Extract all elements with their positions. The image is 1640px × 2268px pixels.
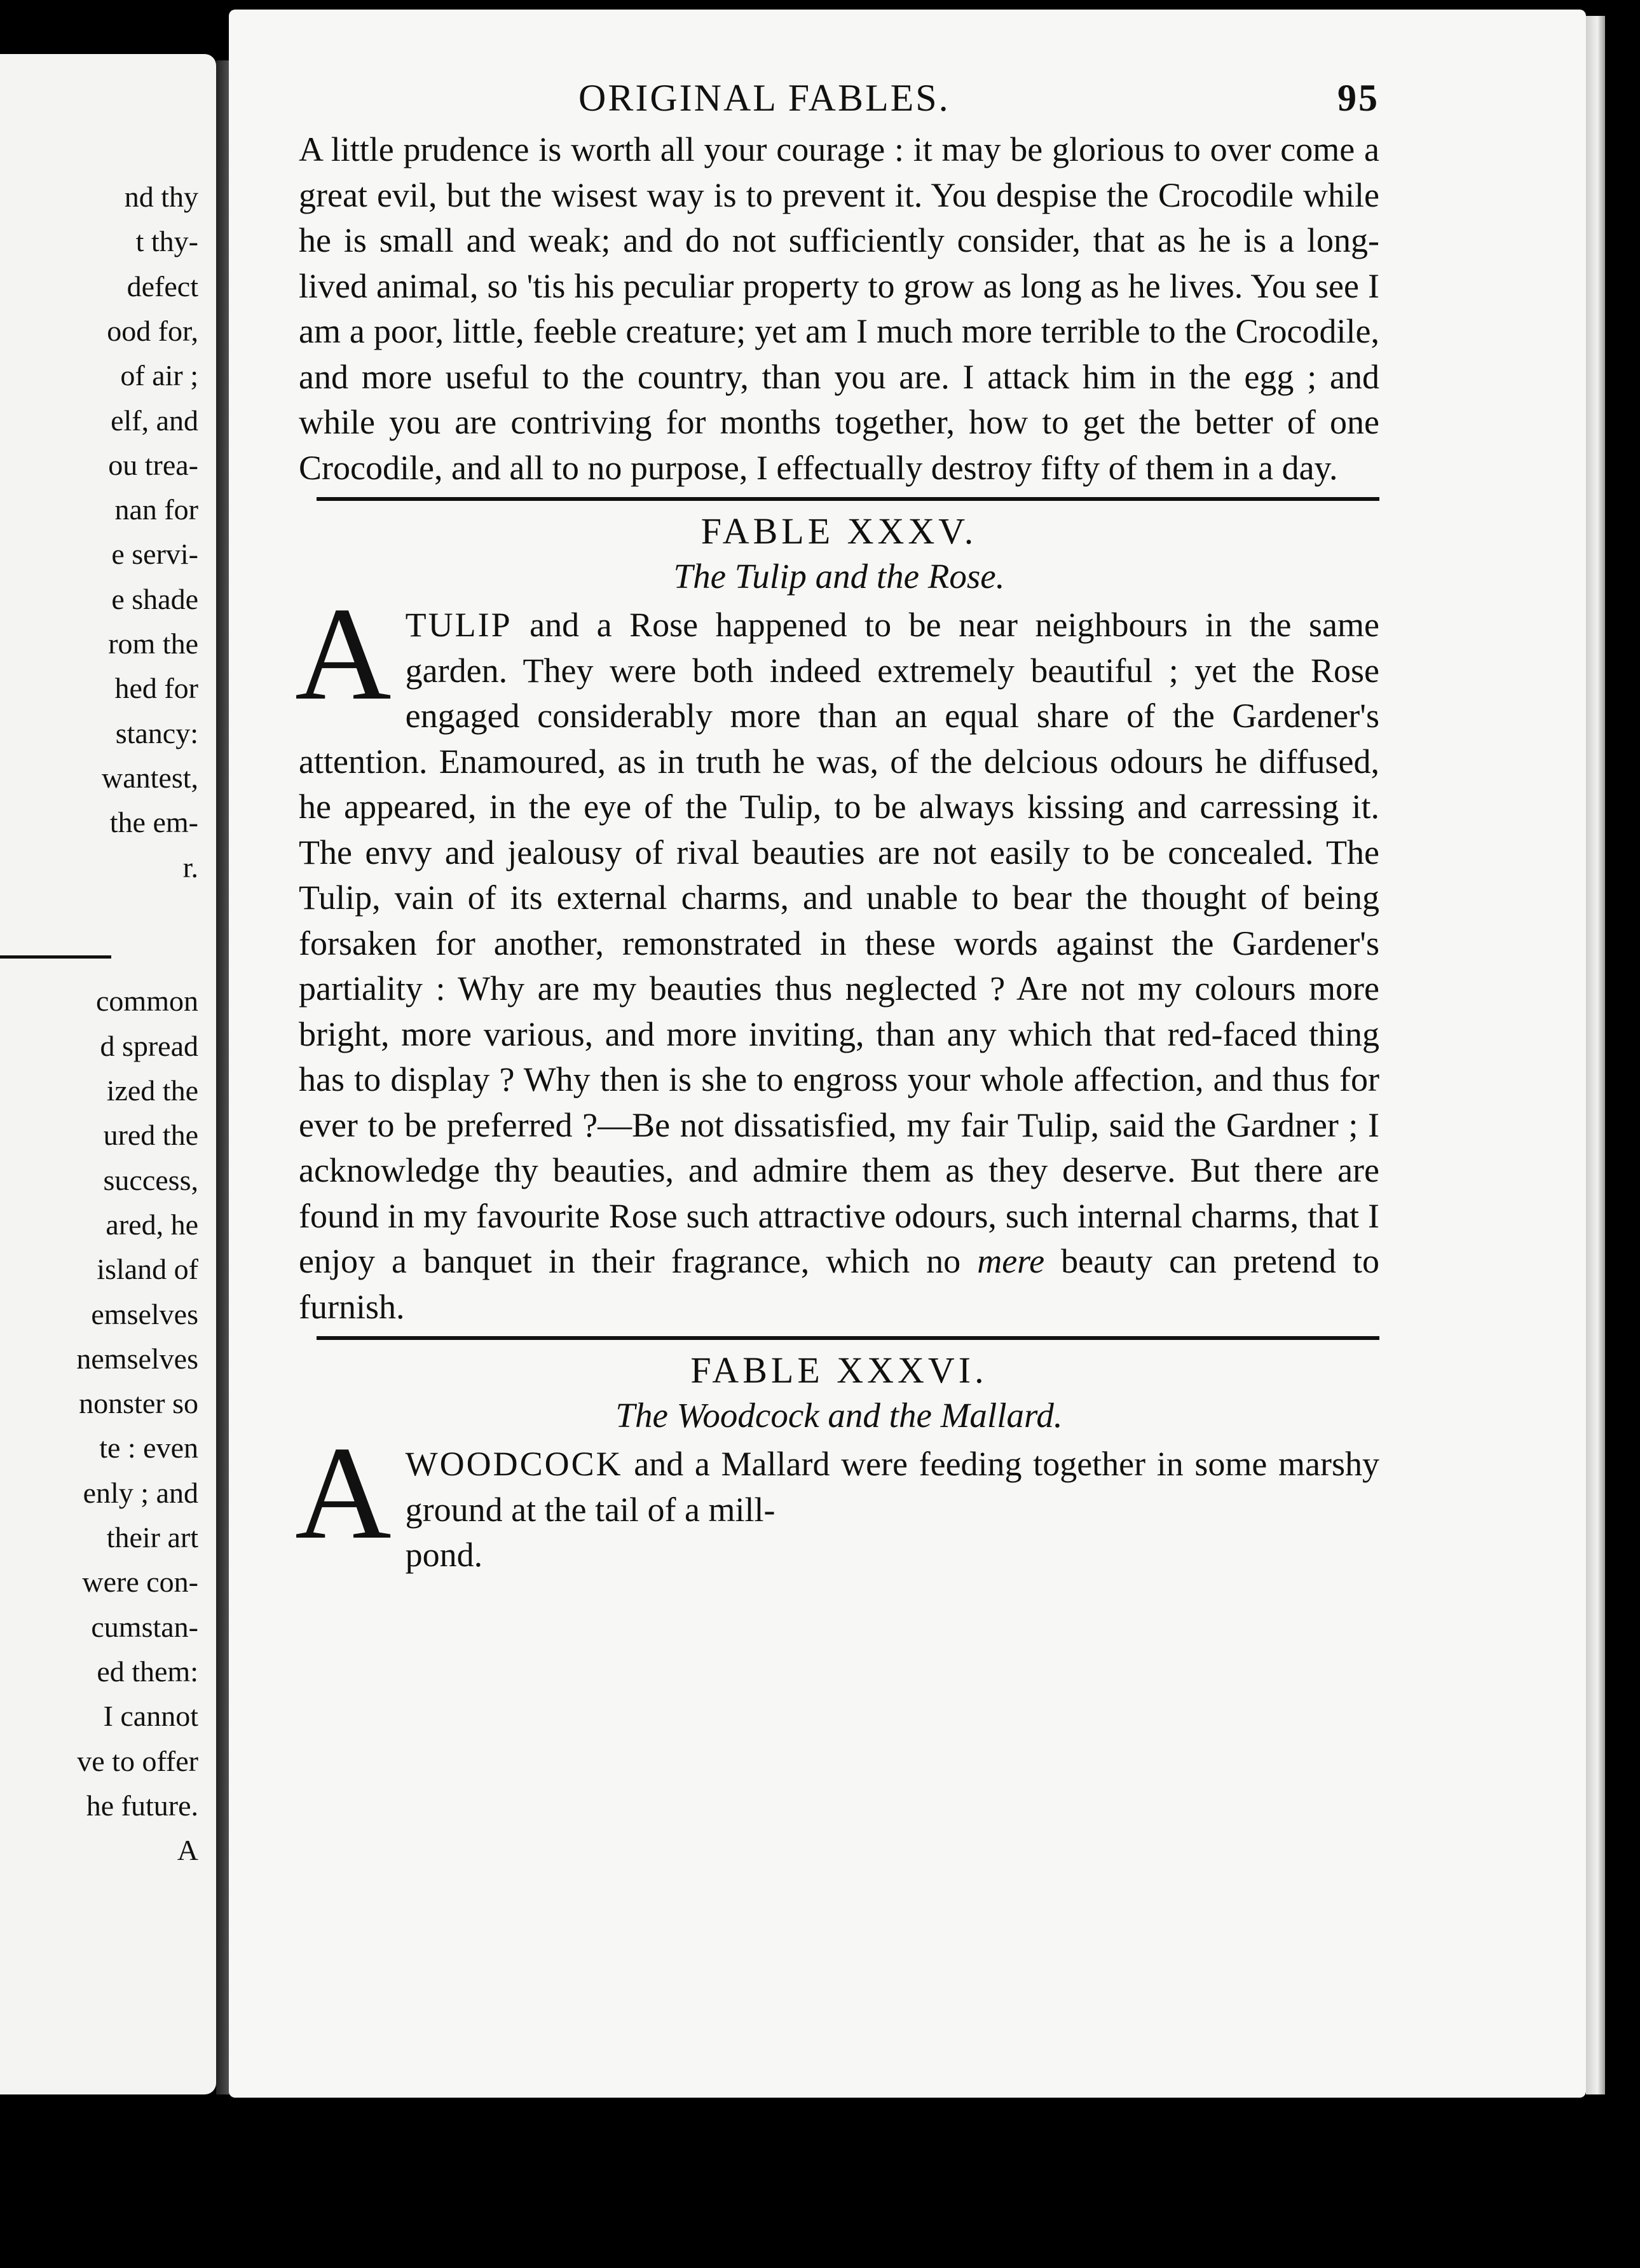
left-page-rule <box>0 955 111 959</box>
page-number: 95 <box>1337 77 1379 119</box>
left-page-line: he future. <box>86 1789 198 1822</box>
left-page-line: r. <box>182 850 198 884</box>
left-page-line: te : even <box>99 1431 198 1465</box>
left-page-line: e shade <box>111 582 198 615</box>
left-page-line: ood for, <box>107 314 198 347</box>
left-page-line: t thy- <box>135 225 198 258</box>
left-page-line: ared, he <box>106 1208 198 1241</box>
left-page-line: stancy: <box>115 716 198 749</box>
emphasis-word: mere <box>977 1242 1045 1280</box>
left-page-line: cumstan- <box>91 1610 198 1643</box>
drop-cap: A <box>295 580 392 728</box>
fable-number: FABLE XXXV. <box>700 510 978 552</box>
left-page-line: the em- <box>109 806 198 839</box>
left-page-line: ou trea- <box>108 448 198 481</box>
page-content <box>295 76 1379 1578</box>
body-text-tail: pond. <box>405 1536 483 1574</box>
body-text: and a Mallard were feeding together in some marshy ground at the tail of a mill- <box>405 1445 1379 1529</box>
section-rule <box>317 1336 1379 1340</box>
left-page-line: ured the <box>103 1119 198 1152</box>
left-page-line: e servi- <box>111 538 198 571</box>
left-page-line: common <box>96 985 198 1018</box>
fable-35 <box>295 509 1379 1330</box>
left-page-line: ve to offer <box>77 1744 198 1777</box>
left-page-line: defect <box>126 270 198 303</box>
left-page-line: nemselves <box>76 1342 198 1375</box>
fable-number: FABLE XXXVI. <box>690 1349 988 1391</box>
opening-word: TULIP <box>405 606 512 644</box>
left-page-line: of air ; <box>120 359 198 392</box>
body-text-end: beauty can pretend to furnish. <box>299 1242 1379 1326</box>
left-page-line: nonster so <box>79 1387 198 1420</box>
fable-title: The Tulip and the Rose. <box>673 557 1005 596</box>
left-page-line: ized the <box>106 1074 198 1107</box>
left-page-line: elf, and <box>111 404 198 437</box>
page-edge <box>1586 16 1605 2094</box>
left-page-line: nd thy <box>124 181 198 213</box>
running-head <box>299 76 1379 127</box>
left-page-line: were con- <box>82 1566 198 1599</box>
left-page-line: I cannot <box>103 1700 198 1733</box>
drop-cap: A <box>295 1419 392 1567</box>
left-page-line: hed for <box>114 672 198 705</box>
left-facing-page <box>0 54 216 2094</box>
fable-36 <box>295 1348 1379 1578</box>
intro-paragraph: A little prudence is worth all your courage : it may be glorious to over come a great evil, but the wisest way is to prevent it. You despise the Crocodile while he is small and weak; and do not sufficiently consider, that as he is a long-lived animal, so 'tis his peculiar property to grow as long as he lives. You see I am a poor, little, feeble creature; yet am I much more terrible to the Crocodile, and more useful to the country, than you are. I attack him in the egg ; and while you are contriving for months together, how to get the better of one Crocodile, and all to no purpose, I effectually destroy fifty of them in a day. <box>299 130 1379 487</box>
left-page-line: rom the <box>108 627 198 660</box>
left-page-line: d spread <box>100 1029 198 1062</box>
running-title: ORIGINAL FABLES. <box>578 77 950 119</box>
left-page-line: island of <box>97 1253 198 1286</box>
left-page-line: their art <box>106 1521 198 1554</box>
opening-word: WOODCOCK <box>405 1445 623 1483</box>
left-page-line: A <box>177 1834 198 1867</box>
section-rule <box>317 497 1379 501</box>
body-text: and a Rose happened to be near neighbours in the same garden. They were both indeed extremely beautiful ; yet the Rose engaged considerably more than an equal share of the Gardener's attention. Enamoured, as in truth he was, of the delcious odours he diffused, he appeared, in the eye of the Tulip, to be always kissing and carressing it. The envy and jealousy of rival beauties are not easily to be concealed. The Tulip, vain of its external charms, and unable to bear the thought of being forsaken for another, remonstrated in these words against the Gardener's partiality : Why are my beauties thus neglected ? Are not my colours more bright, more various, and more inviting, than any which that red-faced thing has to display ? Why then is she to engross your whole affection, and thus for ever to be preferred ?—Be not dissatisfied, my fair Tulip, said the Gardner ; I acknowledge thy beauties, and admire them as they deserve. But there are found in my favourite Rose such attractive odours, such internal charms, that I enjoy a banquet in their fragrance, which no <box>299 606 1379 1280</box>
left-page-line: enly ; and <box>83 1476 198 1509</box>
fable-title: The Woodcock and the Mallard. <box>615 1396 1063 1435</box>
left-page-line: success, <box>103 1163 198 1196</box>
left-page-line: wantest, <box>101 761 198 794</box>
fable-body <box>295 580 1379 1330</box>
left-page-line: ed them: <box>97 1655 198 1688</box>
left-page-line: emselves <box>91 1297 198 1330</box>
left-page-line: nan for <box>114 493 198 526</box>
